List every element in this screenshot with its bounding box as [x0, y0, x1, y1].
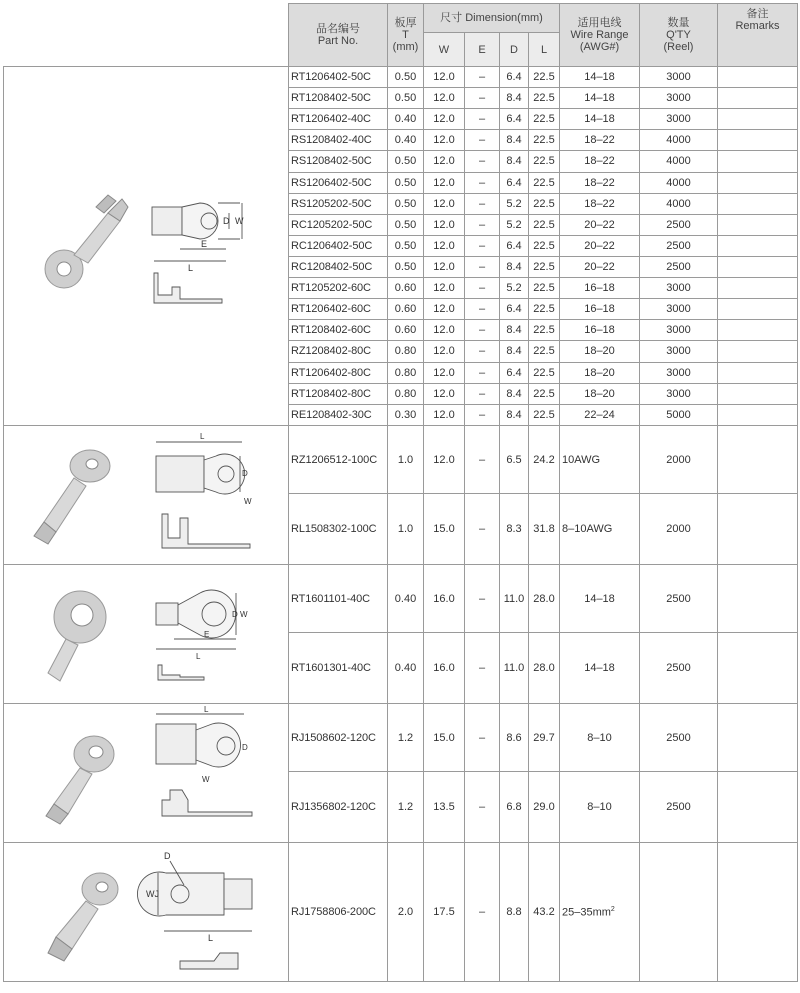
product-image-ring-terminal-small: [4, 67, 289, 426]
table-row: RT1208402-60C 0.60 12.0 – 8.4 22.5 16–18 3000: [4, 320, 798, 341]
terminal-side-view: [158, 665, 204, 680]
header-e: E: [465, 33, 500, 67]
svg-text:L: L: [196, 652, 201, 661]
table-row: D WJ L RJ1758806-200C 2.0 17.5 – 8.8 43.2 $25-35mm^2$: [4, 843, 798, 982]
terminal-drawing-3: [4, 565, 289, 703]
terminal-3d-photo: [48, 873, 118, 961]
svg-text:D: D: [232, 610, 238, 619]
product-image-ring-terminal-large-ring: [4, 565, 289, 704]
terminal-side-view: [162, 790, 252, 816]
terminal-drawing-2: [4, 426, 289, 564]
terminal-drawing-1: [4, 67, 289, 425]
table-row: RS1205202-50C 0.50 12.0 – 5.2 22.5 18–22 4000: [4, 193, 798, 214]
spec-table: [3, 3, 798, 982]
table-row: D W E L RT1206402-50C 0.50 12.0 – 6.4 22.5 14–18 3000: [4, 67, 798, 88]
table-row: RS1208402-40C 0.40 12.0 – 8.4 22.5 18–22 4000: [4, 130, 798, 151]
header-blank: [4, 4, 289, 67]
table-row: RT1208402-80C 0.80 12.0 – 8.4 22.5 18–20 3000: [4, 383, 798, 404]
table-row: RT1206402-60C 0.60 12.0 – 6.4 22.5 16–18 3000: [4, 299, 798, 320]
svg-text:WJ: WJ: [146, 889, 159, 899]
terminal-side-view: [180, 953, 238, 969]
product-image-ring-terminal-heavy: [4, 426, 289, 565]
svg-text:W: W: [240, 610, 248, 619]
terminal-drawing-5: [4, 843, 289, 981]
label-e: E: [201, 239, 208, 249]
table-row: D W E L RT1601101-40C 0.40 16.0 – 11.0 28.0 14–18 2500: [4, 565, 798, 633]
terminal-3d-photo: [34, 450, 110, 544]
svg-text:D: D: [242, 743, 248, 752]
table-row: RT1206402-40C 0.40 12.0 – 6.4 22.5 14–18 3000: [4, 109, 798, 130]
table-row: RS1206402-50C 0.50 12.0 – 6.4 22.5 18–22 4000: [4, 172, 798, 193]
header-part-no: 品名编号 Part No.: [289, 4, 388, 67]
label-d: D: [223, 216, 230, 226]
table-row: RZ1208402-80C 0.80 12.0 – 8.4 22.5 18–20 3000: [4, 341, 798, 362]
label-l: L: [188, 263, 194, 273]
table-row: RT1205202-60C 0.60 12.0 – 5.2 22.5 16–18 3000: [4, 278, 798, 299]
cell-part: RT1206402-50C: [289, 67, 388, 88]
table-row: RT1206402-80C 0.80 12.0 – 6.4 22.5 18–20 3000: [4, 362, 798, 383]
table-row: RT1601301-40C 0.40 16.0 – 11.0 28.0 14–18 2500: [4, 633, 798, 704]
table-header: [4, 4, 798, 67]
header-qty: 数量 Q'TY (Reel): [640, 4, 718, 67]
header-l: L: [529, 33, 560, 67]
label-w: W: [235, 216, 244, 226]
terminal-side-view: [162, 514, 250, 548]
table-row: RL1508302-100C 1.0 15.0 – 8.3 31.8 8–10AWG 2000: [4, 494, 798, 565]
terminal-drawing-4: [4, 704, 289, 842]
svg-text:W: W: [202, 775, 210, 784]
terminal-side-view: [154, 273, 222, 303]
cell-remarks: [718, 67, 798, 88]
table-body: [4, 67, 798, 982]
terminal-top-view: [156, 714, 244, 767]
table-row: RC1206402-50C 0.50 12.0 – 6.4 22.5 20–22 2500: [4, 235, 798, 256]
header-w: W: [424, 33, 465, 67]
svg-text:D: D: [242, 469, 248, 478]
terminal-3d-photo: [48, 591, 106, 681]
header-wire-range: 适用电线 Wire Range (AWG#): [560, 4, 640, 67]
product-image-ring-terminal-tubular: [4, 843, 289, 982]
svg-text:L: L: [200, 432, 205, 441]
table-row: RE1208402-30C 0.30 12.0 – 8.4 22.5 22–24 5000: [4, 404, 798, 425]
svg-text:D: D: [164, 851, 171, 861]
header-thickness: 板厚 T (mm): [388, 4, 424, 67]
table-row: RS1208402-50C 0.50 12.0 – 8.4 22.5 18–22 4000: [4, 151, 798, 172]
svg-text:L: L: [208, 933, 214, 943]
catalog-page: [3, 3, 797, 987]
terminal-top-view: [156, 590, 236, 649]
product-image-ring-terminal-closed-barrel: [4, 704, 289, 843]
table-row: RT1208402-50C 0.50 12.0 – 8.4 22.5 14–18 3000: [4, 88, 798, 109]
terminal-top-view: [156, 442, 245, 494]
svg-text:E: E: [204, 630, 210, 639]
table-row: RC1205202-50C 0.50 12.0 – 5.2 22.5 20–22 2500: [4, 214, 798, 235]
terminal-3d-photo: [46, 736, 114, 824]
header-remarks: 备注 Remarks: [718, 4, 798, 67]
table-row: L D W RZ1206512-100C 1.0 12.0 – 6.5 24.2 10AWG 2000: [4, 426, 798, 494]
svg-text:L: L: [204, 705, 209, 714]
header-dimension: 尺寸 Dimension(mm): [424, 4, 560, 33]
terminal-top-view: [152, 203, 242, 261]
table-row: RJ1356802-120C 1.2 13.5 – 6.8 29.0 8–10 2500: [4, 772, 798, 843]
header-d: D: [500, 33, 529, 67]
terminal-3d-photo: [45, 195, 128, 288]
table-row: RC1208402-50C 0.50 12.0 – 8.4 22.5 20–22 2500: [4, 256, 798, 277]
table-row: L D W RJ1508602-120C 1.2 15.0 – 8.6 29.7 8–10 2500: [4, 704, 798, 772]
svg-text:W: W: [244, 497, 252, 506]
